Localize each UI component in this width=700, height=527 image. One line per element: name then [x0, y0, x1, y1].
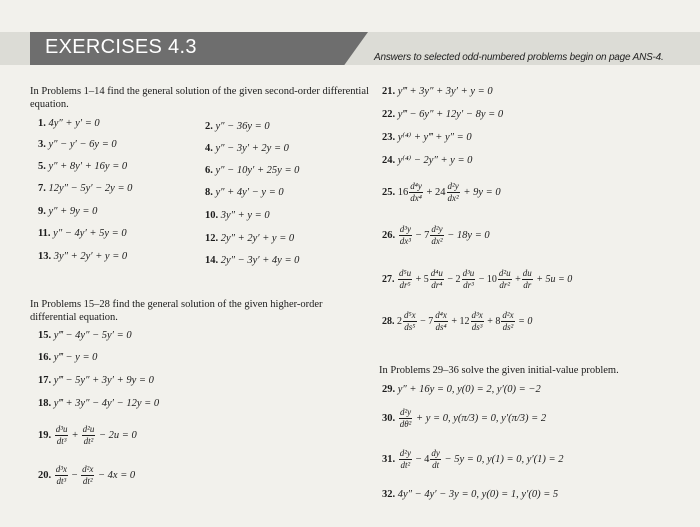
problem-31: 31. $\frac{\text{d²y}}{\text{dt²}}$ − 4 $\frac{dy}{dt}$ − 5y = 0, y(1) = 0, y′(1) = 2 — [382, 448, 564, 470]
problem-8: 8. y″ + 4y′ − y = 0 — [205, 187, 284, 198]
problem-23: 23. y⁽⁴⁾ + y‴ + y″ = 0 — [382, 132, 472, 143]
problem-9: 9. y″ + 9y = 0 — [38, 206, 98, 217]
problem-30: 30. $\frac{\text{d²y}}{\text{dθ²}}$ + y = 0, y(π/3) = 0, y′(π/3) = 2 — [382, 407, 547, 429]
intro-problems-1-14: In Problems 1–14 find the general solution of the given second-order differential equation. — [30, 86, 369, 110]
problem-5: 5. y″ + 8y′ + 16y = 0 — [38, 161, 128, 172]
problem-22: 22. y‴ − 6y″ + 12y′ − 8y = 0 — [382, 109, 504, 120]
problem-10: 10. 3y″ + y = 0 — [205, 210, 270, 221]
problem-2: 2. y″ − 36y = 0 — [205, 121, 270, 132]
problem-20: 20. $\frac{\text{d³x}}{\text{dt³}}$ − $\frac{\text{d²x}}{\text{dt²}}$ − 4x = 0 — [38, 464, 136, 486]
problem-27: 27. $\frac{\text{d⁵u}}{\text{dr⁵}}$ + 5 $\frac{\text{d⁴u}}{\text{dr⁴}}$ − 2 $\frac{\text{d³u}}{\text{dr³}}$ − 10 $\frac{\text{d²u}}{\text{dr²}}$ + $\frac{du}{dr}$ + 5u = 0 — [382, 268, 573, 290]
intro-problems-15-28: In Problems 15–28 find the general solution of the given higher-order differential equation. — [30, 299, 323, 323]
problem-28: 28. 2 $\frac{\text{d⁵x}}{\text{ds⁵}}$ − 7 $\frac{\text{d⁴x}}{\text{ds⁴}}$ + 12 $\frac{\text{d³x}}{\text{ds³}}$ + 8 $\frac{\text{d²x}}{\text{ds²}}$ = 0 — [382, 310, 533, 332]
problem-13: 13. 3y″ + 2y′ + y = 0 — [38, 251, 128, 262]
problem-4: 4. y″ − 3y′ + 2y = 0 — [205, 143, 289, 154]
problem-3: 3. y″ − y′ − 6y = 0 — [38, 139, 117, 150]
problem-16: 16. y‴ − y = 0 — [38, 352, 98, 363]
problem-12: 12. 2y″ + 2y′ + y = 0 — [205, 233, 295, 244]
problem-17: 17. y‴ − 5y″ + 3y′ + 9y = 0 — [38, 375, 154, 386]
problem-11: 11. y″ − 4y′ + 5y = 0 — [38, 228, 127, 239]
intro-problems-29-36: In Problems 29–36 solve the given initial-value problem. — [379, 365, 619, 376]
problem-19: 19. $\frac{\text{d³u}}{\text{dt³}}$ + $\frac{\text{d²u}}{\text{dt²}}$ − 2u = 0 — [38, 424, 137, 446]
problem-1: 1. 4y″ + y′ = 0 — [38, 118, 100, 129]
problem-18: 18. y‴ + 3y″ − 4y′ − 12y = 0 — [38, 398, 160, 409]
problem-21: 21. y‴ + 3y″ + 3y′ + y = 0 — [382, 86, 493, 97]
problem-29: 29. y″ + 16y = 0, y(0) = 2, y′(0) = −2 — [382, 384, 541, 395]
problem-26: 26. $\frac{\text{d³y}}{\text{dx³}}$ − 7 $\frac{\text{d²y}}{\text{dx²}}$ − 18y = 0 — [382, 224, 490, 246]
problem-32: 32. 4y″ − 4y′ − 3y = 0, y(0) = 1, y′(0) = 5 — [382, 489, 559, 500]
problem-25: 25. 16 $\frac{\text{d⁴y}}{\text{dx⁴}}$ + 24 $\frac{\text{d²y}}{\text{dx²}}$ + 9y = 0 — [382, 181, 501, 203]
section-title: EXERCISES 4.3 — [45, 36, 197, 58]
problem-14: 14. 2y″ − 3y′ + 4y = 0 — [205, 255, 300, 266]
problem-7: 7. 12y″ − 5y′ − 2y = 0 — [38, 183, 133, 194]
problem-24: 24. y⁽⁴⁾ − 2y″ + y = 0 — [382, 155, 473, 166]
problem-15: 15. y‴ − 4y″ − 5y′ = 0 — [38, 330, 132, 341]
problem-6: 6. y″ − 10y′ + 25y = 0 — [205, 165, 300, 176]
answers-note: Answers to selected odd-numbered problems begin on page ANS-4. — [374, 52, 664, 63]
